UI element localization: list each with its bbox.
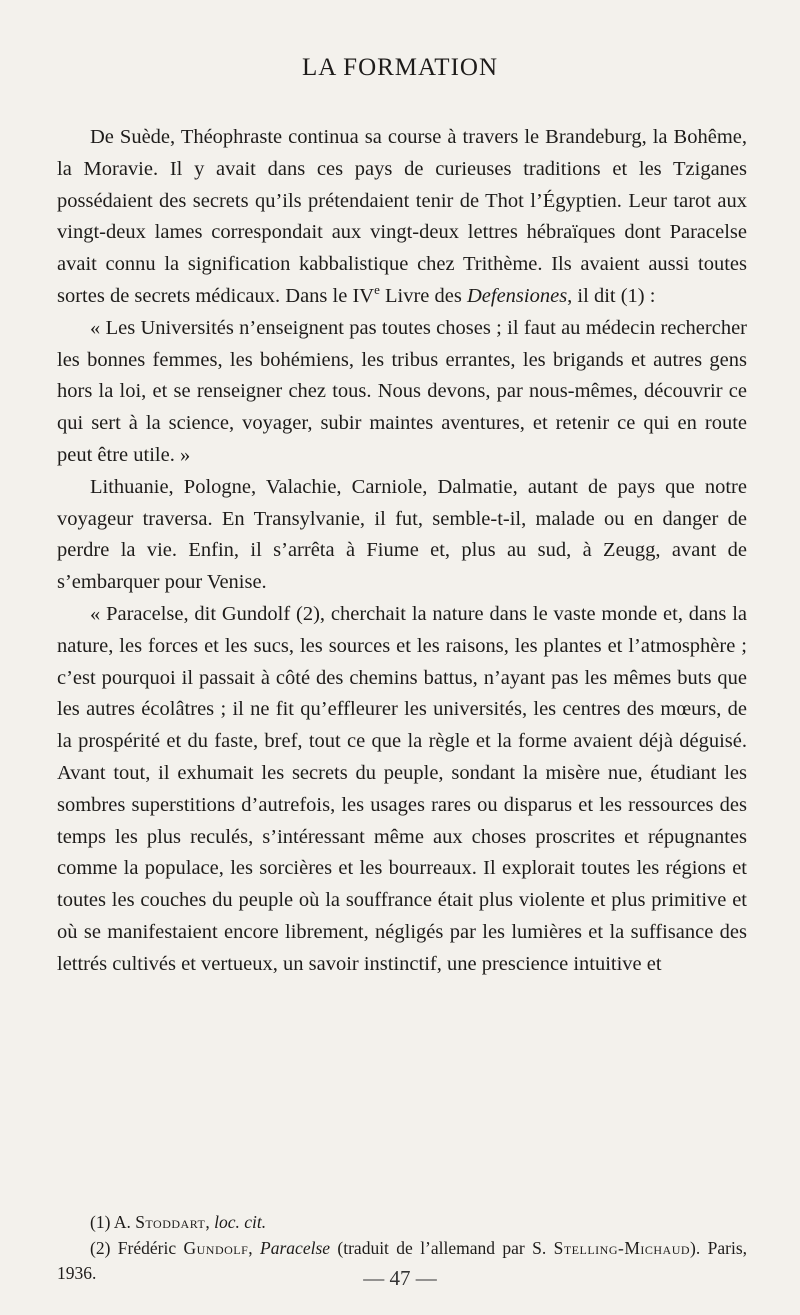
running-header: LA FORMATION bbox=[301, 54, 499, 81]
superscript: e bbox=[374, 281, 380, 297]
paragraph-2-quote: « Les Universités n’enseignent pas toutes choses ; il faut au médecin rechercher les bonnes femmes, les bohémiens, les tribus errantes, les brigands et autres gens hors la loi, et se renseigner chez tous. Nous devons, par nous-mêmes, découvrir ce qui sert à la science, voyager, subir maintes aventures, et retenir ce qui en route peut être utile. » bbox=[57, 316, 747, 466]
page-number: — 47 — bbox=[363, 1266, 437, 1290]
book-title-italic: Defensiones bbox=[466, 284, 568, 307]
paragraph-3: Lithuanie, Pologne, Valachie, Carniole, Dalmatie, autant de pays que notre voyageur traversa. En Transylvanie, il fut, semble-t-il, malade ou en danger de perdre la vie. Enfin, il s’arrêta à Fiume et, plus au sud, à Zeugg, avant de s’embarquer pour Venise. bbox=[57, 475, 747, 594]
body-text bbox=[57, 122, 747, 981]
paragraph-1: De Suède, Théophraste continua sa course à travers le Brandeburg, la Bohême, la Moravie. Il y avait dans ces pays de curieuses traditions et les Tziganes possédaient des secrets qu’ils prétendaient tenir de Thot l’Égyptien. Leur tarot aux vingt-deux lames correspondait aux vingt-deux lettres hébraïques dont Paracelse avait connu la signification kabbalistique chez Trithème. Ils avaient aussi toutes sortes de secrets médicaux. Dans le IVe Livre des Defensiones, il dit (1) : bbox=[57, 126, 747, 307]
footnote-2: (2) Frédéric Gundolf, Paracelse (traduit de l’allemand par S. Stelling-Michaud). Paris, 1936. bbox=[57, 1237, 748, 1283]
footnote-1: (1) A. Stoddart, loc. cit. bbox=[90, 1212, 267, 1232]
paragraph-4-quote: « Paracelse, dit Gundolf (2), cherchait la nature dans le vaste monde et, dans la nature, les forces et les sucs, les sources et les raisons, les plantes et l’atmosphère ; c’est pourquoi il passait à côté des chemins battus, n’ayant pas les mêmes buts que les autres écolâtres ; il ne fit qu’effleurer les universités, les centres des mœurs, de la prospérité et du faste, bref, tout ce que la règle et la forme avaient déjà déguisé. Avant tout, il exhumait les secrets du peuple, sondant la misère nue, étudiant les sombres superstitions d’autrefois, les usages rares ou disparus et les ressources des temps les plus reculés, s’intéressant même aux choses proscrites et répugnantes comme la populace, les sorcières et les bourreaux. Il explorait toutes les régions et toutes les couches du peuple où la souffrance était plus violente et plus primitive et où se manifestaient encore librement, négligés par les lumières et la suffisance des lettrés cultivés et vertueux, un savoir instinctif, une prescience intuitive et bbox=[57, 602, 747, 975]
